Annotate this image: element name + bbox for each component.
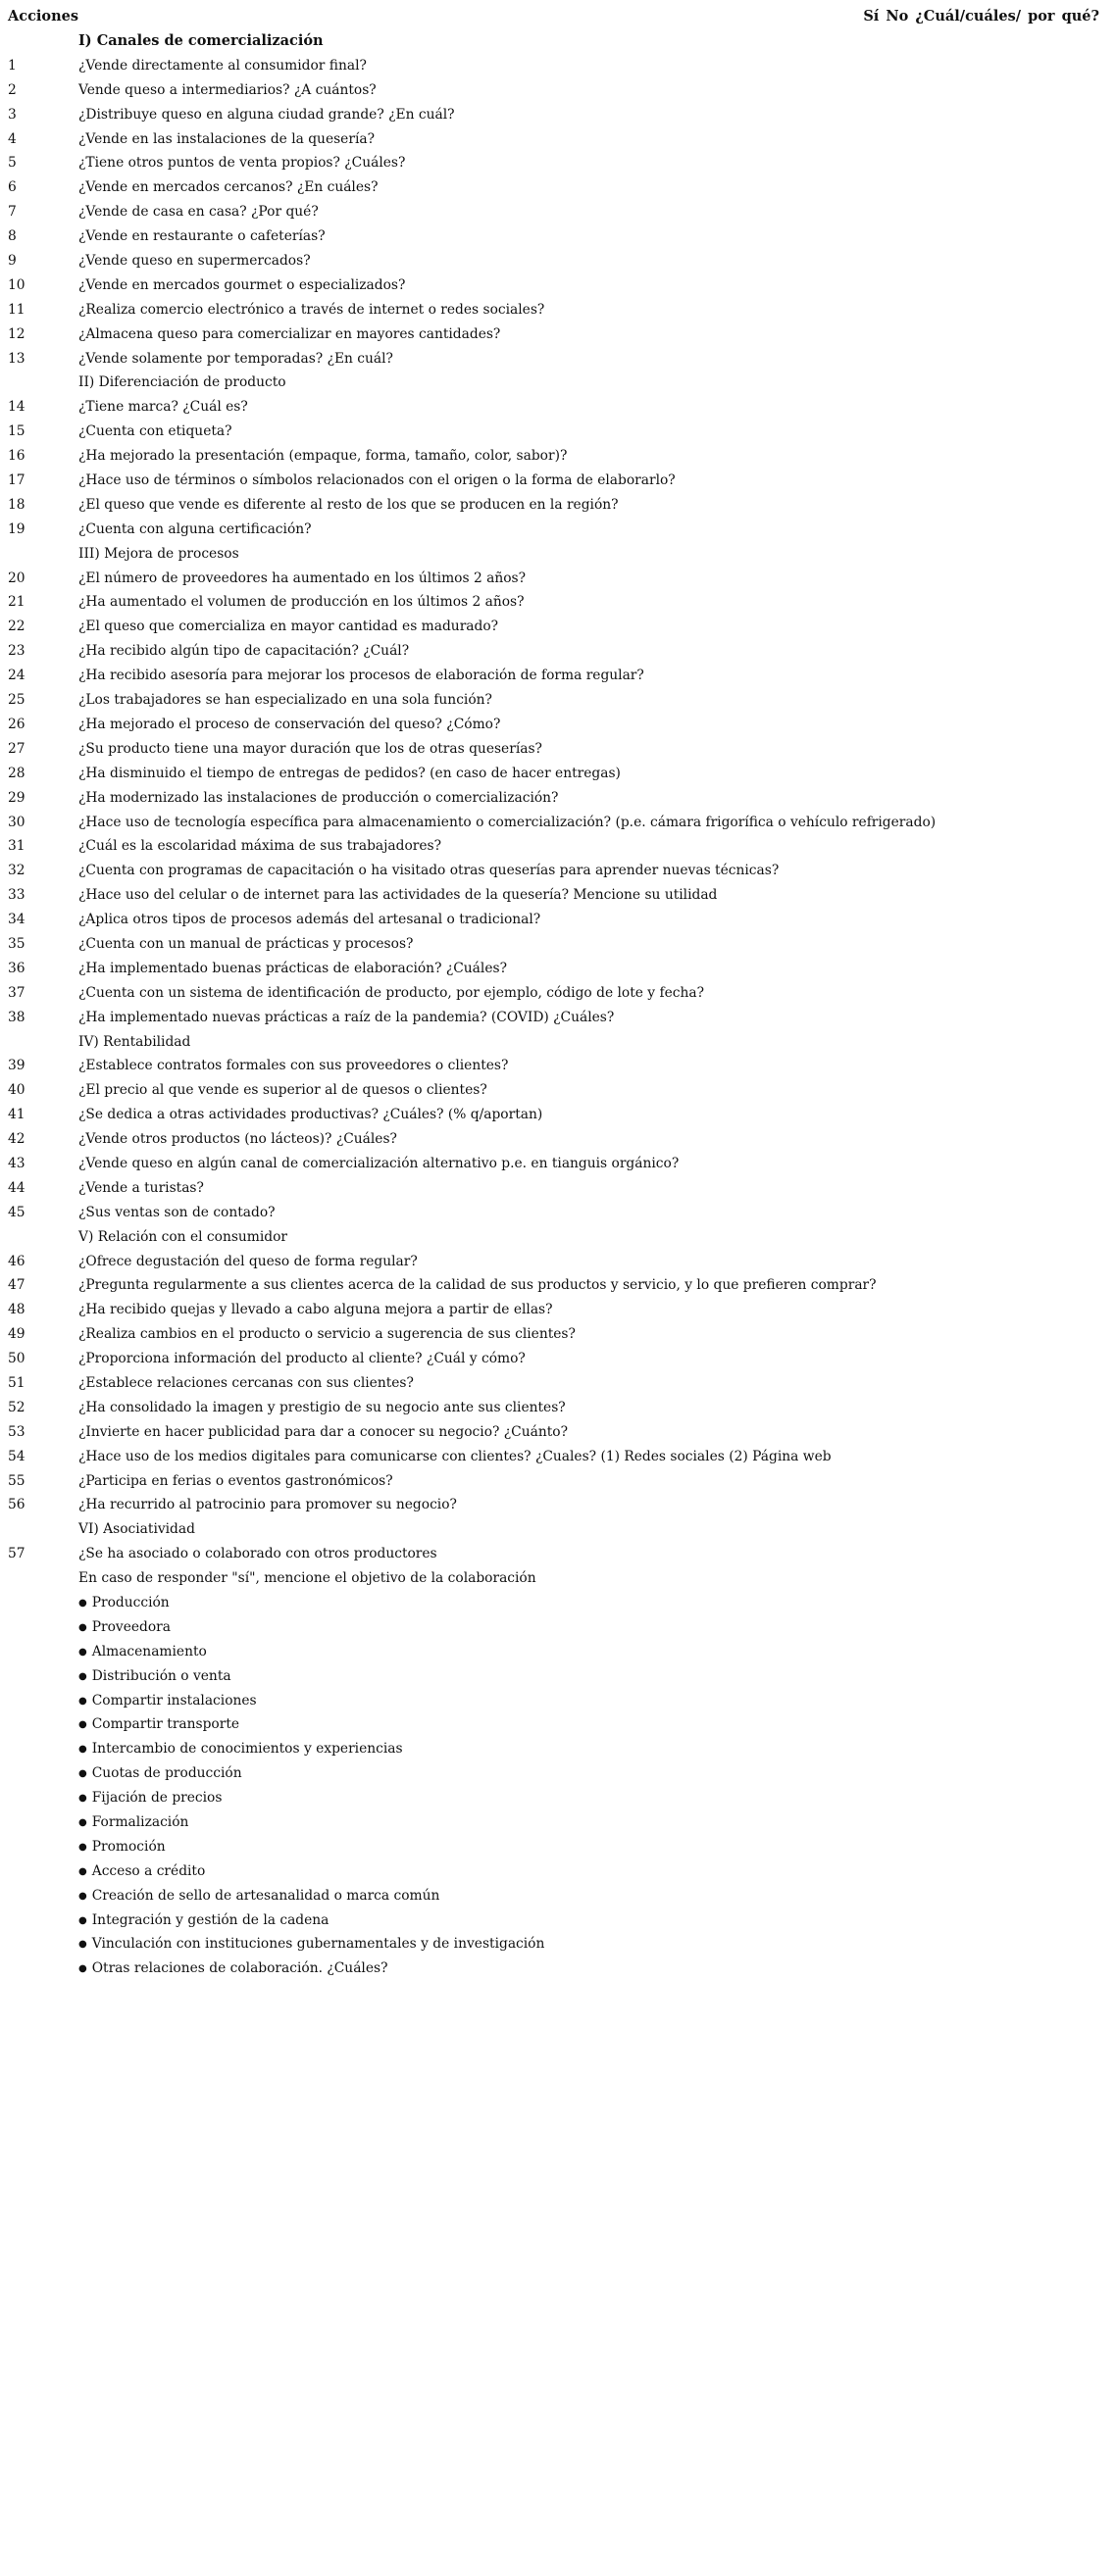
- question-text: ¿Aplica otros tipos de procesos además del artesanal o tradicional?: [78, 912, 541, 928]
- question-text: ¿Vende en las instalaciones de la quesería?: [78, 130, 375, 147]
- question-row: [0, 1006, 1115, 1030]
- question-row: [0, 444, 1115, 469]
- bullet-option-row: [0, 1689, 1115, 1713]
- question-number: 25: [8, 692, 25, 709]
- question-row: [0, 957, 1115, 981]
- question-number: 15: [8, 423, 25, 440]
- section-heading-row: [0, 1517, 1115, 1542]
- section-heading-row: [0, 1225, 1115, 1250]
- question-row: [0, 273, 1115, 298]
- question-row: [0, 1469, 1115, 1494]
- question-row: [0, 420, 1115, 444]
- question-row: [0, 1078, 1115, 1103]
- question-row: [0, 883, 1115, 908]
- question-number: 43: [8, 1155, 25, 1171]
- bullet-option-text: ● Cuotas de producción: [78, 1761, 242, 1788]
- question-row: [0, 811, 1115, 835]
- question-row: [0, 1201, 1115, 1225]
- question-number: 45: [8, 1204, 25, 1220]
- question-number: 50: [8, 1351, 25, 1367]
- bullet-option-row: [0, 1664, 1115, 1689]
- question-text: ¿El precio al que vende es superior al de quesos o clientes?: [78, 1082, 487, 1099]
- column-headers-answer: Sí No ¿Cuál/cuáles/ por qué?: [863, 8, 1099, 25]
- question-row: [0, 1103, 1115, 1127]
- question-row: [0, 249, 1115, 273]
- question-row: [0, 1396, 1115, 1420]
- question-text: ¿Hace uso de los medios digitales para comunicarse con clientes? ¿Cuales? (1) Redes sociales (2) Página web: [78, 1448, 832, 1464]
- question-row: [0, 1445, 1115, 1469]
- question-row: [0, 981, 1115, 1006]
- bullet-option-text: ● Almacenamiento: [78, 1640, 207, 1666]
- section-heading-row: [0, 29, 1115, 54]
- bullet-option-row: [0, 1908, 1115, 1933]
- question-text: ¿Hace uso de términos o símbolos relacionados con el origen o la forma de elaborarlo?: [78, 472, 676, 489]
- bullet-option-row: [0, 1737, 1115, 1761]
- question-text: ¿Hace uso del celular o de internet para las actividades de la quesería? Mencione su utilidad: [78, 887, 718, 904]
- question-number: 27: [8, 740, 25, 757]
- question-number: 22: [8, 619, 25, 635]
- bullet-option-row: [0, 1786, 1115, 1810]
- question-text: ¿Los trabajadores se han especializado en una sola función?: [78, 692, 492, 709]
- question-text: ¿Se dedica a otras actividades productivas? ¿Cuáles? (% q/aportan): [78, 1107, 543, 1123]
- question-number: 52: [8, 1399, 25, 1415]
- question-text: ¿Vende en mercados gourmet o especializados?: [78, 276, 406, 293]
- question-text: En caso de responder "sí", mencione el objetivo de la colaboración: [78, 1570, 536, 1587]
- question-row: [0, 1054, 1115, 1078]
- question-text: ¿Ofrece degustación del queso de forma regular?: [78, 1253, 418, 1269]
- bullet-option-row: [0, 1859, 1115, 1884]
- question-text: ¿Vende solamente por temporadas? ¿En cuál?: [78, 350, 393, 367]
- question-text: ¿Cuál es la escolaridad máxima de sus trabajadores?: [78, 838, 442, 855]
- question-text: ¿Vende en restaurante o cafeterías?: [78, 228, 326, 245]
- bullet-option-text: ● Producción: [78, 1591, 170, 1617]
- section-heading-row: [0, 371, 1115, 395]
- question-row: [0, 1322, 1115, 1347]
- question-row: [0, 200, 1115, 224]
- question-number: 42: [8, 1131, 25, 1148]
- section-title: VI) Asociatividad: [78, 1521, 195, 1538]
- bullet-option-text: ● Proveedora: [78, 1615, 171, 1642]
- bullet-option-row: [0, 1835, 1115, 1859]
- question-row: [0, 1347, 1115, 1371]
- question-row: [0, 347, 1115, 372]
- question-row: [0, 1542, 1115, 1566]
- question-row: [0, 175, 1115, 200]
- question-text: ¿Almacena queso para comercializar en mayores cantidades?: [78, 325, 501, 342]
- question-number: 18: [8, 496, 25, 513]
- bullet-option-row: [0, 1957, 1115, 1981]
- question-number: 48: [8, 1302, 25, 1318]
- question-row: [0, 493, 1115, 518]
- question-number: 37: [8, 984, 25, 1001]
- bullet-option-row: [0, 1761, 1115, 1786]
- question-number: 2: [8, 81, 17, 98]
- question-number: 10: [8, 276, 25, 293]
- question-number: 40: [8, 1082, 25, 1099]
- question-text: ¿Proporciona información del producto al cliente? ¿Cuál y cómo?: [78, 1351, 526, 1367]
- question-text: ¿Establece contratos formales con sus proveedores o clientes?: [78, 1058, 509, 1074]
- question-row: [0, 762, 1115, 786]
- question-number: 20: [8, 570, 25, 586]
- questionnaire-body: [0, 29, 1115, 1981]
- question-row: [0, 298, 1115, 322]
- question-row: [0, 103, 1115, 127]
- bullet-option-row: [0, 1640, 1115, 1664]
- question-row: [0, 786, 1115, 811]
- bullet-option-text: ● Fijación de precios: [78, 1786, 222, 1812]
- question-row: [0, 1371, 1115, 1396]
- question-text: ¿Ha aumentado el volumen de producción en los últimos 2 años?: [78, 594, 525, 611]
- question-number: 47: [8, 1277, 25, 1294]
- question-row: [0, 932, 1115, 957]
- question-number: 38: [8, 1009, 25, 1025]
- question-row: [0, 737, 1115, 762]
- bullet-option-text: ● Formalización: [78, 1810, 188, 1837]
- question-text: ¿Ha consolidado la imagen y prestigio de su negocio ante sus clientes?: [78, 1399, 566, 1415]
- question-row: [0, 859, 1115, 883]
- question-number: 41: [8, 1107, 25, 1123]
- column-header-acciones: Acciones: [8, 8, 79, 25]
- question-row: [0, 1298, 1115, 1322]
- question-number: 19: [8, 520, 25, 537]
- question-text: ¿Tiene marca? ¿Cuál es?: [78, 399, 248, 416]
- question-row: [0, 322, 1115, 347]
- bullet-option-row: [0, 1615, 1115, 1640]
- question-text: ¿Ha mejorado la presentación (empaque, forma, tamaño, color, sabor)?: [78, 448, 568, 465]
- question-row: [0, 224, 1115, 249]
- question-number: 4: [8, 130, 17, 147]
- question-number: 30: [8, 814, 25, 830]
- bullet-option-text: ● Compartir transporte: [78, 1712, 239, 1739]
- question-number: 46: [8, 1253, 25, 1269]
- question-text: ¿Ha mejorado el proceso de conservación del queso? ¿Cómo?: [78, 716, 501, 732]
- question-text: ¿Ha recibido algún tipo de capacitación? ¿Cuál?: [78, 643, 410, 660]
- question-number: 56: [8, 1497, 25, 1513]
- bullet-option-row: [0, 1591, 1115, 1615]
- question-text: ¿Realiza cambios en el producto o servicio a sugerencia de sus clientes?: [78, 1326, 576, 1343]
- bullet-option-text: ● Acceso a crédito: [78, 1859, 205, 1886]
- question-row: [0, 1127, 1115, 1152]
- bullet-option-text: ● Distribución o venta: [78, 1664, 231, 1691]
- question-text: ¿Cuenta con programas de capacitación o ha visitado otras queserías para aprender nuevas técnicas?: [78, 863, 780, 879]
- question-text: ¿Ha modernizado las instalaciones de producción o comercialización?: [78, 789, 559, 806]
- question-number: 35: [8, 935, 25, 952]
- bullet-option-text: ● Integración y gestión de la cadena: [78, 1908, 329, 1935]
- question-number: 36: [8, 960, 25, 976]
- question-row: [0, 127, 1115, 152]
- question-number: 23: [8, 643, 25, 660]
- question-row: [0, 688, 1115, 713]
- question-row: [0, 908, 1115, 932]
- question-number: 6: [8, 179, 17, 196]
- question-text: ¿Cuenta con un manual de prácticas y procesos?: [78, 935, 414, 952]
- question-text: ¿Establece relaciones cercanas con sus clientes?: [78, 1374, 414, 1391]
- bullet-option-text: ● Vinculación con instituciones gubernamentales y de investigación: [78, 1932, 544, 1958]
- bullet-option-row: [0, 1810, 1115, 1835]
- question-row: [0, 639, 1115, 664]
- question-number: 34: [8, 912, 25, 928]
- question-number: 24: [8, 668, 25, 684]
- question-number: 7: [8, 204, 17, 221]
- question-row: [0, 151, 1115, 175]
- section-heading-row: [0, 542, 1115, 567]
- section-title: II) Diferenciación de producto: [78, 374, 286, 391]
- question-text: ¿Hace uso de tecnología específica para almacenamiento o comercialización? (p.e. cámara frigorífica o vehículo refrigerado): [78, 814, 937, 830]
- question-row: [0, 1566, 1115, 1591]
- question-text: ¿Ha implementado nuevas prácticas a raíz de la pandemia? (COVID) ¿Cuáles?: [78, 1009, 615, 1025]
- question-row: [0, 54, 1115, 78]
- question-number: 1: [8, 57, 17, 74]
- question-number: 26: [8, 716, 25, 732]
- question-number: 13: [8, 350, 25, 367]
- question-number: 28: [8, 765, 25, 781]
- question-text: ¿Tiene otros puntos de venta propios? ¿Cuáles?: [78, 155, 406, 172]
- question-text: ¿Vende queso en algún canal de comercialización alternativo p.e. en tianguis orgánico?: [78, 1155, 680, 1171]
- question-text: ¿Cuenta con etiqueta?: [78, 423, 232, 440]
- question-row: [0, 469, 1115, 493]
- question-number: 55: [8, 1472, 25, 1489]
- section-title: III) Mejora de procesos: [78, 545, 239, 562]
- question-number: 53: [8, 1423, 25, 1440]
- bullet-option-row: [0, 1884, 1115, 1908]
- question-number: 49: [8, 1326, 25, 1343]
- question-number: 21: [8, 594, 25, 611]
- question-text: ¿Ha implementado buenas prácticas de elaboración? ¿Cuáles?: [78, 960, 507, 976]
- question-number: 17: [8, 472, 25, 489]
- question-row: [0, 518, 1115, 542]
- question-row: [0, 713, 1115, 737]
- question-text: ¿Vende directamente al consumidor final?: [78, 57, 367, 74]
- question-text: ¿El queso que vende es diferente al resto de los que se producen en la región?: [78, 496, 619, 513]
- question-row: [0, 1250, 1115, 1274]
- section-title: V) Relación con el consumidor: [78, 1228, 288, 1245]
- bullet-option-text: ● Intercambio de conocimientos y experiencias: [78, 1737, 403, 1763]
- question-number: 54: [8, 1448, 25, 1464]
- question-number: 57: [8, 1546, 25, 1562]
- question-row: [0, 567, 1115, 591]
- question-row: [0, 1176, 1115, 1201]
- question-text: ¿Pregunta regularmente a sus clientes acerca de la calidad de sus productos y servicio, y lo que prefieren comprar?: [78, 1277, 877, 1294]
- question-number: 44: [8, 1179, 25, 1196]
- question-text: ¿Invierte en hacer publicidad para dar a conocer su negocio? ¿Cuánto?: [78, 1423, 568, 1440]
- question-number: 5: [8, 155, 17, 172]
- question-text: ¿Distribuye queso en alguna ciudad grande? ¿En cuál?: [78, 106, 455, 123]
- question-row: [0, 1493, 1115, 1517]
- question-text: ¿Ha recibido asesoría para mejorar los procesos de elaboración de forma regular?: [78, 668, 644, 684]
- question-text: ¿Su producto tiene una mayor duración que los de otras queserías?: [78, 740, 542, 757]
- question-text: ¿Vende de casa en casa? ¿Por qué?: [78, 204, 319, 221]
- bullet-option-text: ● Otras relaciones de colaboración. ¿Cuáles?: [78, 1957, 387, 1983]
- question-text: ¿Se ha asociado o colaborado con otros productores: [78, 1546, 437, 1562]
- question-number: 12: [8, 325, 25, 342]
- question-row: [0, 590, 1115, 615]
- section-title: IV) Rentabilidad: [78, 1033, 191, 1050]
- question-number: 9: [8, 253, 17, 270]
- bullet-option-row: [0, 1712, 1115, 1737]
- table-header: [8, 4, 1107, 29]
- question-number: 14: [8, 399, 25, 416]
- question-row: [0, 78, 1115, 103]
- question-text: ¿Vende a turistas?: [78, 1179, 204, 1196]
- question-number: 32: [8, 863, 25, 879]
- question-number: 33: [8, 887, 25, 904]
- question-number: 31: [8, 838, 25, 855]
- question-number: 39: [8, 1058, 25, 1074]
- question-row: [0, 1420, 1115, 1445]
- bullet-option-row: [0, 1932, 1115, 1957]
- question-row: [0, 395, 1115, 420]
- question-number: 3: [8, 106, 17, 123]
- question-text: ¿Sus ventas son de contado?: [78, 1204, 276, 1220]
- question-text: ¿Cuenta con un sistema de identificación de producto, por ejemplo, código de lote y fecha?: [78, 984, 704, 1001]
- question-text: ¿El queso que comercializa en mayor cantidad es madurado?: [78, 619, 499, 635]
- question-text: ¿Cuenta con alguna certificación?: [78, 520, 312, 537]
- question-text: ¿Vende queso en supermercados?: [78, 253, 311, 270]
- question-row: [0, 1152, 1115, 1176]
- section-title: I) Canales de comercialización: [78, 32, 324, 49]
- question-text: ¿Ha disminuido el tiempo de entregas de pedidos? (en caso de hacer entregas): [78, 765, 621, 781]
- question-text: ¿El número de proveedores ha aumentado en los últimos 2 años?: [78, 570, 527, 586]
- question-number: 16: [8, 448, 25, 465]
- question-number: 51: [8, 1374, 25, 1391]
- question-number: 8: [8, 228, 17, 245]
- bullet-option-text: ● Promoción: [78, 1835, 166, 1861]
- question-row: [0, 615, 1115, 639]
- question-text: ¿Vende otros productos (no lácteos)? ¿Cuáles?: [78, 1131, 397, 1148]
- question-text: ¿Realiza comercio electrónico a través de internet o redes sociales?: [78, 301, 545, 318]
- question-row: [0, 834, 1115, 859]
- question-row: [0, 1273, 1115, 1298]
- question-text: ¿Vende en mercados cercanos? ¿En cuáles?: [78, 179, 379, 196]
- question-text: ¿Ha recibido quejas y llevado a cabo alguna mejora a partir de ellas?: [78, 1302, 553, 1318]
- bullet-option-text: ● Compartir instalaciones: [78, 1689, 257, 1715]
- question-number: 29: [8, 789, 25, 806]
- question-text: ¿Ha recurrido al patrocinio para promover su negocio?: [78, 1497, 457, 1513]
- question-text: ¿Participa en ferias o eventos gastronómicos?: [78, 1472, 393, 1489]
- section-heading-row: [0, 1030, 1115, 1055]
- question-row: [0, 664, 1115, 688]
- bullet-option-text: ● Creación de sello de artesanalidad o marca común: [78, 1884, 439, 1910]
- question-text: Vende queso a intermediarios? ¿A cuántos?: [78, 81, 377, 98]
- question-number: 11: [8, 301, 25, 318]
